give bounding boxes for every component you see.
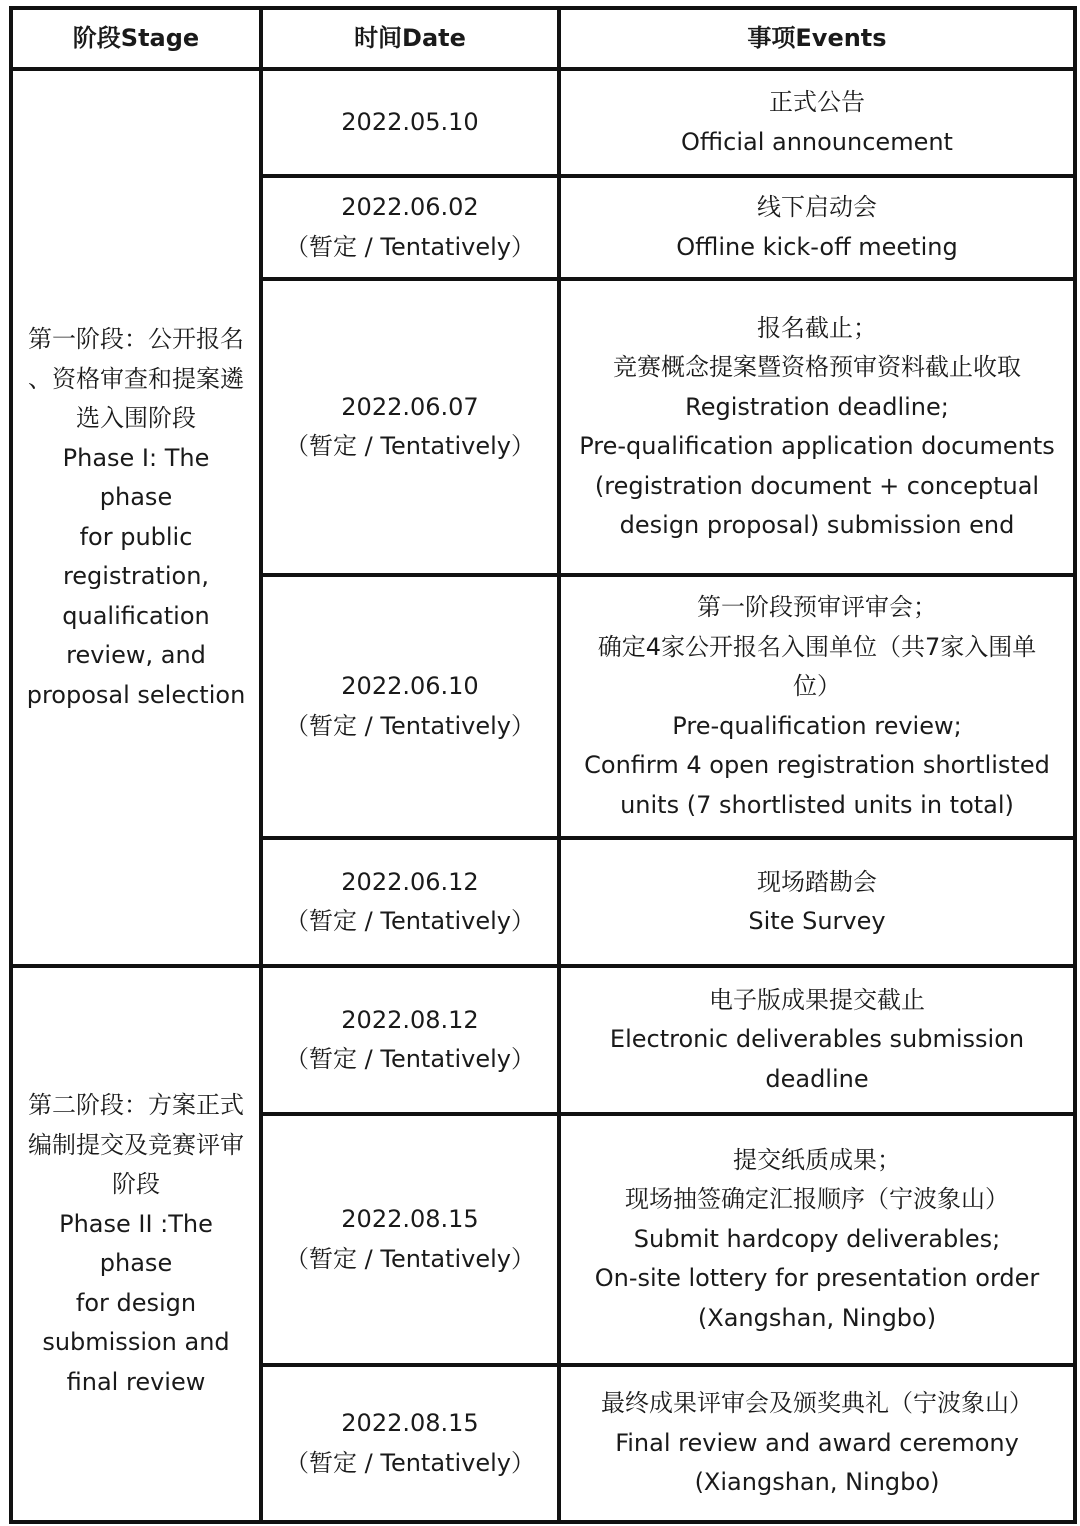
event-text: units (7 shortlisted units in total) [620, 790, 1014, 819]
date-text: 2022.05.10 [341, 107, 479, 136]
event-text: 最终成果评审会及颁奖典礼（宁波象山） [601, 1389, 1033, 1418]
event-text: (registration document + conceptual [594, 471, 1040, 500]
date-tentative: （暂定 / Tentatively） [285, 1448, 535, 1477]
event-text: Registration deadline; [685, 392, 949, 421]
stage-text: for public [79, 522, 193, 551]
event-text: Pre-qualification review; [672, 711, 962, 740]
event-text: 提交纸质成果； [733, 1145, 901, 1174]
event-text: 正式公告 [769, 88, 865, 116]
event-text: 确定4家公开报名入围单位（共7家入围单 [597, 632, 1037, 661]
stage-text: submission and [42, 1328, 230, 1356]
event-text: 竞赛概念提案暨资格预审资料截止收取 [613, 353, 1021, 381]
event-text: Submit hardcopy deliverables; [633, 1224, 1001, 1253]
event-text: deadline [765, 1064, 869, 1093]
event-text: Offline kick-off meeting [676, 232, 958, 261]
events-cell [559, 69, 1075, 176]
header-date: 时间Date [261, 8, 559, 69]
header-events: 事项Events [559, 8, 1075, 69]
date-text: 2022.08.12 [341, 1005, 479, 1034]
stage-text: 、资格审查和提案遴 [28, 364, 244, 393]
event-text: 线下启动会 [757, 193, 877, 221]
event-text: Official announcement [681, 127, 953, 156]
event-text: (Xiangshan, Ningbo) [694, 1468, 940, 1497]
header-row [11, 8, 1075, 69]
stage-text: for design [75, 1288, 197, 1317]
event-text: 电子版成果提交截止 [709, 985, 925, 1014]
schedule-wrapper [9, 6, 1073, 1520]
events-cell [559, 279, 1075, 575]
date-text: 2022.08.15 [341, 1205, 479, 1233]
date-text: 2022.06.07 [341, 392, 479, 421]
table-row [11, 966, 1075, 1114]
event-text: Pre-qualification application documents [579, 432, 1055, 460]
stage-text: Phase I: The phase [62, 443, 210, 511]
stage-text: 第二阶段：方案正式 [28, 1091, 244, 1119]
date-cell [261, 176, 559, 279]
events-cell [559, 1114, 1075, 1365]
date-text: 2022.06.02 [341, 193, 479, 221]
stage-text: review, and [66, 641, 206, 669]
header-stage: 阶段Stage [11, 8, 261, 69]
stage-phase-2 [11, 966, 261, 1522]
events-cell [559, 838, 1075, 966]
events-cell [559, 966, 1075, 1114]
date-cell [261, 966, 559, 1114]
event-text: 位） [793, 672, 841, 700]
event-text: design proposal) submission end [619, 511, 1015, 539]
event-text: (Xangshan, Ningbo) [697, 1303, 937, 1332]
date-cell [261, 575, 559, 838]
event-text: Confirm 4 open registration shortlisted [584, 751, 1050, 779]
event-text: Final review and award ceremony [615, 1428, 1019, 1457]
stage-text: 编制提交及竞赛评审 [28, 1130, 244, 1159]
date-text: 2022.06.10 [341, 672, 479, 700]
event-text: On-site lottery for presentation order [594, 1264, 1040, 1293]
date-tentative: （暂定 / Tentatively） [285, 432, 535, 460]
event-text: 报名截止； [757, 313, 877, 342]
table-row [11, 69, 1075, 176]
date-cell [261, 838, 559, 966]
date-text: 2022.08.15 [341, 1409, 479, 1437]
events-cell [559, 176, 1075, 279]
event-text: 现场抽签确定汇报顺序（宁波象山） [625, 1185, 1009, 1214]
date-text: 2022.06.12 [341, 867, 479, 896]
date-tentative: （暂定 / Tentatively） [285, 711, 535, 740]
events-cell [559, 1365, 1075, 1522]
date-tentative: （暂定 / Tentatively） [285, 1244, 535, 1273]
stage-text: final review [66, 1367, 206, 1396]
date-cell [261, 69, 559, 176]
date-tentative: （暂定 / Tentatively） [285, 232, 535, 261]
event-text: Electronic deliverables submission [609, 1025, 1025, 1054]
stage-text: Phase II :The phase [59, 1209, 213, 1277]
events-cell [559, 575, 1075, 838]
date-tentative: （暂定 / Tentatively） [285, 907, 535, 935]
stage-text: 阶段 [112, 1170, 160, 1198]
stage-text: proposal selection [26, 680, 246, 709]
date-cell [261, 1114, 559, 1365]
stage-phase-1 [11, 69, 261, 966]
stage-text: 选入围阶段 [76, 404, 196, 432]
date-cell [261, 279, 559, 575]
stage-text: registration, [62, 562, 210, 590]
date-tentative: （暂定 / Tentatively） [285, 1045, 535, 1073]
stage-text: qualification [62, 601, 210, 630]
competition-schedule-table [9, 6, 1077, 1524]
stage-text: 第一阶段：公开报名 [28, 325, 244, 353]
date-cell [261, 1365, 559, 1522]
event-text: Site Survey [748, 907, 886, 935]
event-text: 现场踏勘会 [757, 867, 877, 896]
event-text: 第一阶段预审评审会； [697, 593, 937, 621]
